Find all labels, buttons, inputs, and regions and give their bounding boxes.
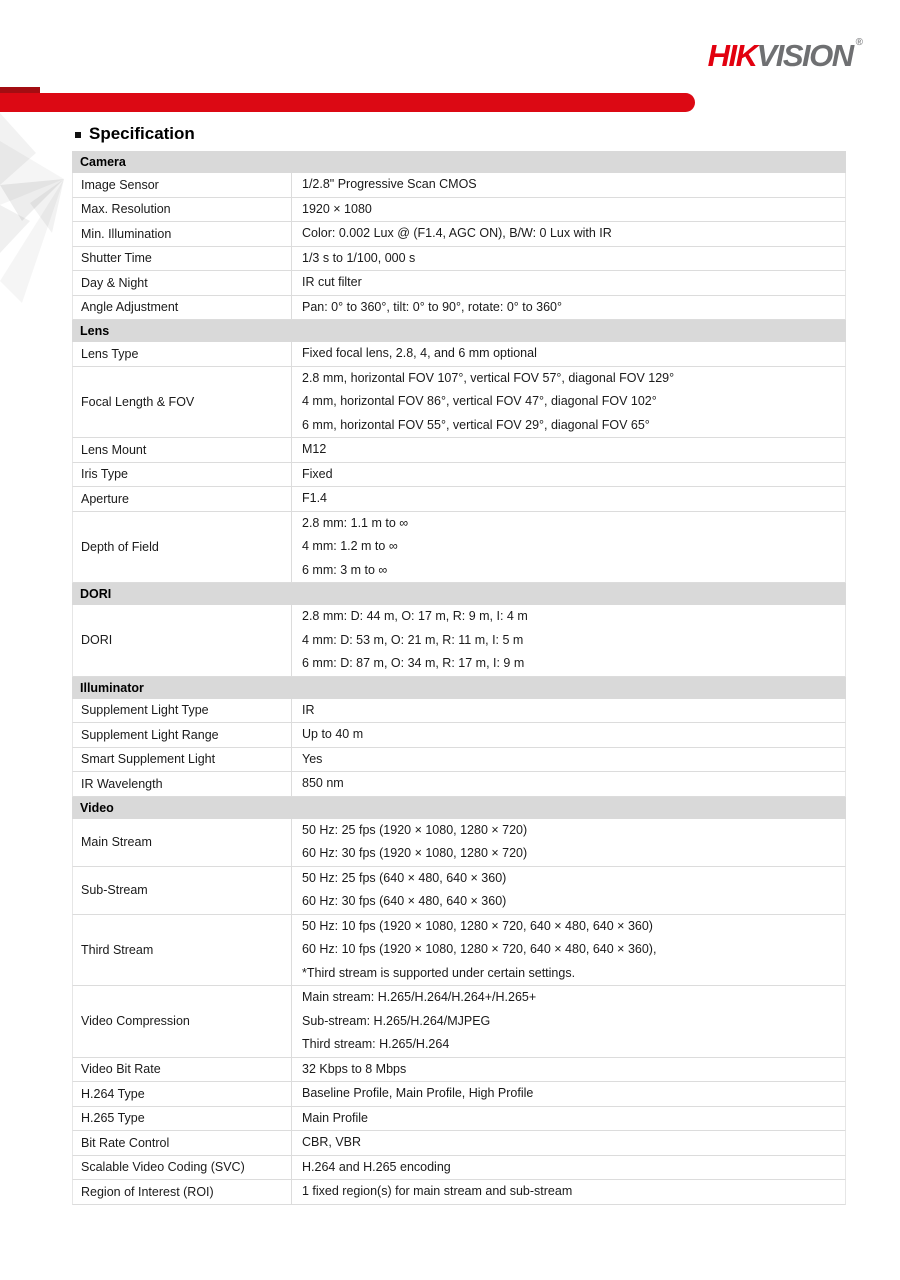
spec-value-line: Color: 0.002 Lux @ (F1.4, AGC ON), B/W: 0 Lux with IR bbox=[302, 226, 612, 240]
spec-value-line: Pan: 0° to 360°, tilt: 0° to 90°, rotate: 0° to 360° bbox=[302, 299, 563, 314]
spec-value bbox=[292, 463, 845, 487]
spec-row bbox=[72, 867, 846, 915]
spec-row bbox=[72, 605, 846, 677]
spec-value bbox=[292, 438, 845, 462]
spec-value-line: 6 mm: 3 m to ∞ bbox=[302, 562, 388, 577]
spec-row bbox=[72, 438, 846, 463]
spec-value-line: 850 nm bbox=[302, 776, 344, 790]
spec-value bbox=[292, 1107, 845, 1131]
spec-value bbox=[292, 296, 845, 320]
spec-value-line: 60 Hz: 30 fps (640 × 480, 640 × 360) bbox=[302, 894, 507, 908]
spec-row bbox=[72, 271, 846, 296]
logo-hik-text: HIK bbox=[707, 38, 757, 73]
spec-value-line: 4 mm: D: 53 m, O: 21 m, R: 11 m, I: 5 m bbox=[302, 632, 524, 647]
spec-value bbox=[292, 699, 845, 723]
spec-label: Third Stream bbox=[73, 915, 292, 986]
specification-heading bbox=[72, 124, 846, 144]
spec-value-line: 1/3 s to 1/100, 000 s bbox=[302, 250, 416, 265]
spec-row bbox=[72, 915, 846, 987]
spec-value-line: IR bbox=[302, 702, 315, 717]
spec-value-line: Up to 40 m bbox=[302, 727, 364, 741]
spec-value-line: 6 mm: D: 87 m, O: 34 m, R: 17 m, I: 9 m bbox=[302, 656, 525, 670]
spec-label: Aperture bbox=[73, 487, 292, 511]
watermark-pattern bbox=[0, 103, 80, 348]
page-title: Specification bbox=[89, 124, 195, 143]
spec-value-line: 60 Hz: 30 fps (1920 × 1080, 1280 × 720) bbox=[302, 846, 528, 860]
spec-row bbox=[72, 1107, 846, 1132]
spec-label: Image Sensor bbox=[73, 173, 292, 197]
spec-value-line: *Third stream is supported under certain settings. bbox=[302, 965, 576, 980]
section-header-video: Video bbox=[72, 797, 846, 819]
section-header-lens: Lens bbox=[72, 320, 846, 342]
spec-row bbox=[72, 247, 846, 272]
spec-value bbox=[292, 723, 845, 747]
spec-value-line: F1.4 bbox=[302, 491, 328, 505]
hikvision-logo bbox=[707, 37, 863, 73]
spec-label: Region of Interest (ROI) bbox=[73, 1180, 292, 1204]
spec-value bbox=[292, 222, 845, 246]
spec-row bbox=[72, 296, 846, 321]
page-content bbox=[72, 124, 846, 1205]
spec-value-line: Third stream: H.265/H.264 bbox=[302, 1037, 450, 1051]
spec-label: Lens Mount bbox=[73, 438, 292, 462]
spec-value-line: Sub-stream: H.265/H.264/MJPEG bbox=[302, 1013, 491, 1028]
specification-table bbox=[72, 151, 846, 1205]
spec-value-line: H.264 and H.265 encoding bbox=[302, 1159, 451, 1174]
spec-row bbox=[72, 198, 846, 223]
spec-value bbox=[292, 271, 845, 295]
spec-value bbox=[292, 819, 845, 866]
square-bullet-icon bbox=[75, 132, 81, 138]
spec-value-line: Fixed bbox=[302, 466, 333, 481]
spec-value-line: 1920 × 1080 bbox=[302, 201, 372, 216]
spec-label: Main Stream bbox=[73, 819, 292, 866]
spec-value-line: 2.8 mm, horizontal FOV 107°, vertical FOV 57°, diagonal FOV 129° bbox=[302, 370, 675, 385]
spec-label: Bit Rate Control bbox=[73, 1131, 292, 1155]
spec-value-line: Yes bbox=[302, 751, 323, 766]
spec-label: Depth of Field bbox=[73, 512, 292, 583]
spec-value bbox=[292, 867, 845, 914]
spec-row bbox=[72, 986, 846, 1058]
spec-label: H.264 Type bbox=[73, 1082, 292, 1106]
spec-label: Iris Type bbox=[73, 463, 292, 487]
spec-value-line: 4 mm, horizontal FOV 86°, vertical FOV 47°, diagonal FOV 102° bbox=[302, 394, 657, 408]
spec-row bbox=[72, 512, 846, 584]
section-header-camera: Camera bbox=[72, 151, 846, 173]
spec-value bbox=[292, 173, 845, 197]
spec-row bbox=[72, 1082, 846, 1107]
spec-label: Video Compression bbox=[73, 986, 292, 1057]
spec-value bbox=[292, 487, 845, 511]
spec-value-line: 1 fixed region(s) for main stream and sub-stream bbox=[302, 1184, 573, 1198]
spec-value bbox=[292, 1131, 845, 1155]
spec-label: IR Wavelength bbox=[73, 772, 292, 796]
section-header-dori: DORI bbox=[72, 583, 846, 605]
spec-value-line: 50 Hz: 25 fps (640 × 480, 640 × 360) bbox=[302, 870, 507, 885]
spec-label: H.265 Type bbox=[73, 1107, 292, 1131]
spec-row bbox=[72, 748, 846, 773]
spec-row bbox=[72, 367, 846, 439]
spec-label: Day & Night bbox=[73, 271, 292, 295]
spec-value bbox=[292, 1180, 845, 1204]
spec-value-line: 2.8 mm: D: 44 m, O: 17 m, R: 9 m, I: 4 m bbox=[302, 609, 528, 623]
spec-value bbox=[292, 1156, 845, 1180]
spec-label: Angle Adjustment bbox=[73, 296, 292, 320]
spec-label: Supplement Light Type bbox=[73, 699, 292, 723]
spec-row bbox=[72, 1156, 846, 1181]
spec-value bbox=[292, 1058, 845, 1082]
spec-row bbox=[72, 1131, 846, 1156]
spec-value bbox=[292, 342, 845, 366]
spec-value bbox=[292, 605, 845, 676]
spec-value-line: Fixed focal lens, 2.8, 4, and 6 mm optional bbox=[302, 346, 537, 360]
section-header-illuminator: Illuminator bbox=[72, 677, 846, 699]
spec-value-line: 32 Kbps to 8 Mbps bbox=[302, 1061, 407, 1076]
spec-label: Smart Supplement Light bbox=[73, 748, 292, 772]
spec-label: Scalable Video Coding (SVC) bbox=[73, 1156, 292, 1180]
spec-value bbox=[292, 986, 845, 1057]
spec-row bbox=[72, 1180, 846, 1205]
spec-row bbox=[72, 772, 846, 797]
spec-row bbox=[72, 487, 846, 512]
spec-value-line: 50 Hz: 10 fps (1920 × 1080, 1280 × 720, 640 × 480, 640 × 360) bbox=[302, 918, 653, 933]
spec-value bbox=[292, 748, 845, 772]
spec-label: Supplement Light Range bbox=[73, 723, 292, 747]
spec-value-line: Baseline Profile, Main Profile, High Profile bbox=[302, 1086, 534, 1100]
spec-label: Sub-Stream bbox=[73, 867, 292, 914]
spec-value-line: 6 mm, horizontal FOV 55°, vertical FOV 29°, diagonal FOV 65° bbox=[302, 417, 650, 432]
spec-label: DORI bbox=[73, 605, 292, 676]
spec-value bbox=[292, 367, 845, 438]
spec-row bbox=[72, 173, 846, 198]
spec-value bbox=[292, 247, 845, 271]
spec-value-line: 50 Hz: 25 fps (1920 × 1080, 1280 × 720) bbox=[302, 822, 528, 837]
spec-value-line: 4 mm: 1.2 m to ∞ bbox=[302, 539, 398, 553]
spec-value-line: Main Profile bbox=[302, 1110, 368, 1125]
spec-value-line: 1/2.8" Progressive Scan CMOS bbox=[302, 177, 477, 191]
registered-trademark-icon: ® bbox=[855, 37, 863, 48]
red-ribbon-bar bbox=[0, 93, 695, 112]
spec-label: Max. Resolution bbox=[73, 198, 292, 222]
spec-value-line: Main stream: H.265/H.264/H.264+/H.265+ bbox=[302, 990, 537, 1004]
spec-value-line: CBR, VBR bbox=[302, 1135, 362, 1149]
spec-value-line: 2.8 mm: 1.1 m to ∞ bbox=[302, 515, 409, 530]
spec-label: Video Bit Rate bbox=[73, 1058, 292, 1082]
spec-row bbox=[72, 222, 846, 247]
spec-label: Focal Length & FOV bbox=[73, 367, 292, 438]
spec-row bbox=[72, 342, 846, 367]
spec-value-line: IR cut filter bbox=[302, 275, 362, 289]
spec-row bbox=[72, 699, 846, 724]
spec-value-line: M12 bbox=[302, 442, 327, 456]
spec-label: Min. Illumination bbox=[73, 222, 292, 246]
spec-row bbox=[72, 723, 846, 748]
logo-vision-text: VISION bbox=[756, 38, 853, 73]
spec-value bbox=[292, 198, 845, 222]
spec-value-line: 60 Hz: 10 fps (1920 × 1080, 1280 × 720, 640 × 480, 640 × 360), bbox=[302, 942, 657, 956]
spec-label: Shutter Time bbox=[73, 247, 292, 271]
spec-value bbox=[292, 772, 845, 796]
spec-row bbox=[72, 819, 846, 867]
spec-value bbox=[292, 915, 845, 986]
spec-label: Lens Type bbox=[73, 342, 292, 366]
spec-value bbox=[292, 1082, 845, 1106]
spec-row bbox=[72, 463, 846, 488]
spec-row bbox=[72, 1058, 846, 1083]
spec-value bbox=[292, 512, 845, 583]
